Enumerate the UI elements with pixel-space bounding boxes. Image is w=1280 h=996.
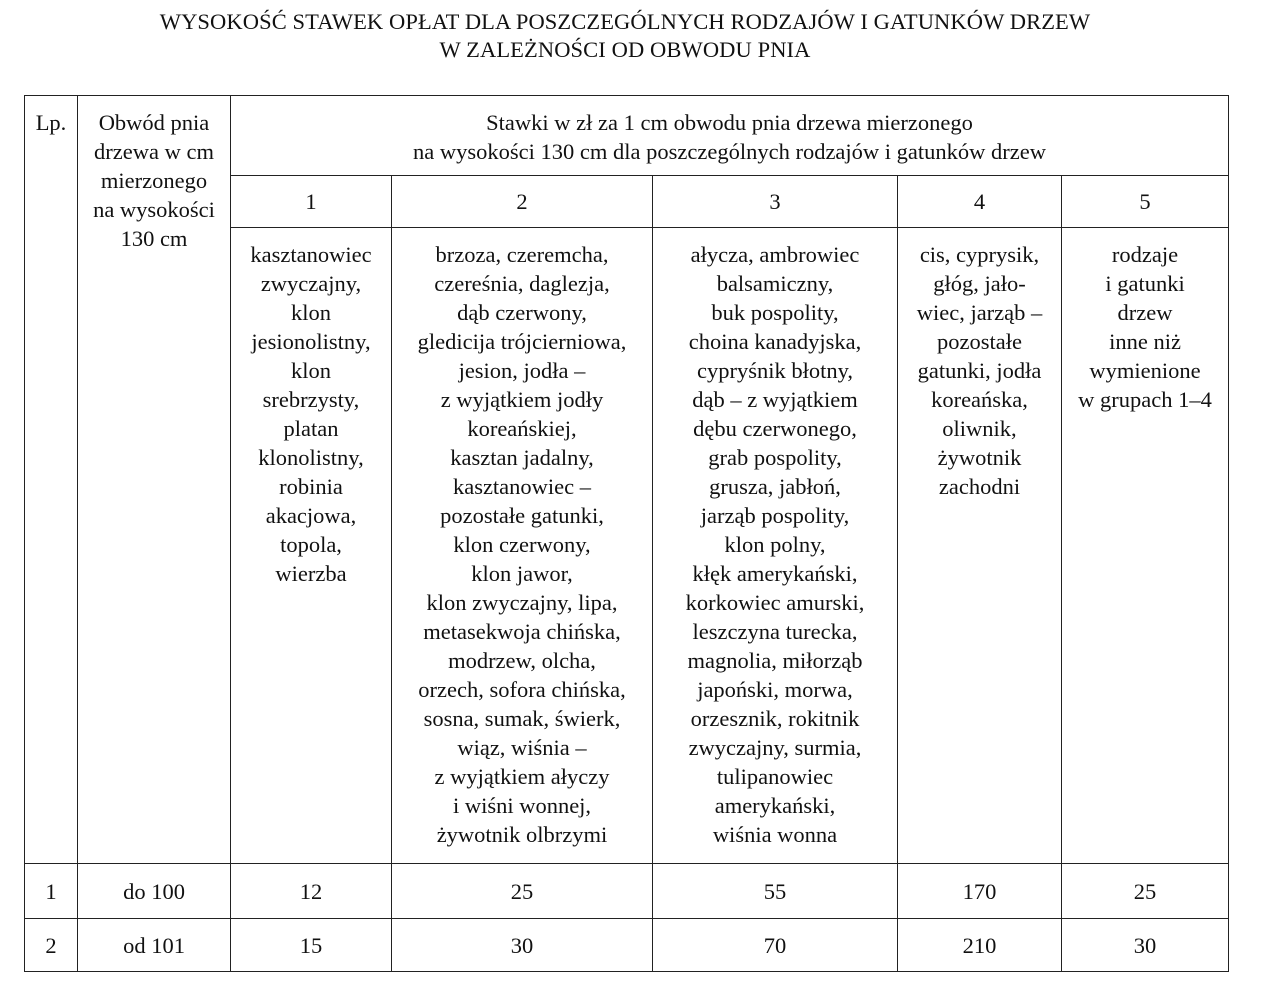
- row-lp: 2: [25, 919, 78, 972]
- row-circumference: do 100: [78, 864, 231, 919]
- table-row: [25, 864, 1229, 919]
- group-number: 3: [653, 176, 898, 228]
- rate-cell: 15: [231, 919, 392, 972]
- rate-cell: 70: [653, 919, 898, 972]
- rates-table: [24, 95, 1229, 972]
- species-list-group-1: kasztanowiec zwyczajny, klon jesionolistny, klon srebrzysty, platan klonolistny, robinia akacjowa, topola, wierzba: [231, 228, 392, 864]
- species-list-group-2: brzoza, czeremcha, czereśnia, daglezja, dąb czerwony, gledicija trójcierniowa, jesion, jodła – z wyjątkiem jodły koreańskiej, kasztan jadalny, kasztanowiec – pozostałe gatunki, klon czerwony, klon jawor, klon zwyczajny, lipa, metasekwoja chińska, modrzew, olcha, orzech, sofora chińska, sosna, sumak, świerk, wiąz, wiśnia – z wyjątkiem ałyczy i wiśni wonnej, żywotnik olbrzymi: [392, 228, 653, 864]
- header-lp: Lp.: [25, 96, 78, 864]
- table-row: [25, 919, 1229, 972]
- page-title: [0, 8, 1250, 64]
- row-circumference: od 101: [78, 919, 231, 972]
- title-line-2: W ZALEŻNOŚCI OD OBWODU PNIA: [439, 37, 811, 62]
- rate-cell: 25: [1062, 864, 1229, 919]
- title-line-1: WYSOKOŚĆ STAWEK OPŁAT DLA POSZCZEGÓLNYCH RODZAJÓW I GATUNKÓW DRZEW: [159, 9, 1091, 34]
- header-circumference: Obwód pnia drzewa w cm mierzonego na wysokości 130 cm: [78, 96, 231, 864]
- rate-cell: 210: [898, 919, 1062, 972]
- rate-cell: 30: [1062, 919, 1229, 972]
- row-lp: 1: [25, 864, 78, 919]
- species-list-group-4: cis, cyprysik, głóg, jało- wiec, jarząb – pozostałe gatunki, jodła koreańska, oliwnik, żywotnik zachodni: [898, 228, 1062, 864]
- header-row: [25, 96, 1229, 176]
- rate-cell: 30: [392, 919, 653, 972]
- species-list-group-5: rodzaje i gatunki drzew inne niż wymienione w grupach 1–4: [1062, 228, 1229, 864]
- species-list-group-3: ałycza, ambrowiec balsamiczny, buk pospolity, choina kanadyjska, cypryśnik błotny, dąb – z wyjątkiem dębu czerwonego, grab pospolity, grusza, jabłoń, jarząb pospolity, klon polny, kłęk amerykański, korkowiec amurski, leszczyna turecka, magnolia, miłorząb japoński, morwa, orzesznik, rokitnik zwyczajny, surmia, tulipanowiec amerykański, wiśnia wonna: [653, 228, 898, 864]
- rate-cell: 170: [898, 864, 1062, 919]
- header-rates: Stawki w zł za 1 cm obwodu pnia drzewa mierzonego na wysokości 130 cm dla poszczególnych rodzajów i gatunków drzew: [231, 96, 1229, 176]
- rate-cell: 25: [392, 864, 653, 919]
- group-number: 1: [231, 176, 392, 228]
- group-number: 4: [898, 176, 1062, 228]
- rate-cell: 12: [231, 864, 392, 919]
- rate-cell: 55: [653, 864, 898, 919]
- group-number: 2: [392, 176, 653, 228]
- group-number: 5: [1062, 176, 1229, 228]
